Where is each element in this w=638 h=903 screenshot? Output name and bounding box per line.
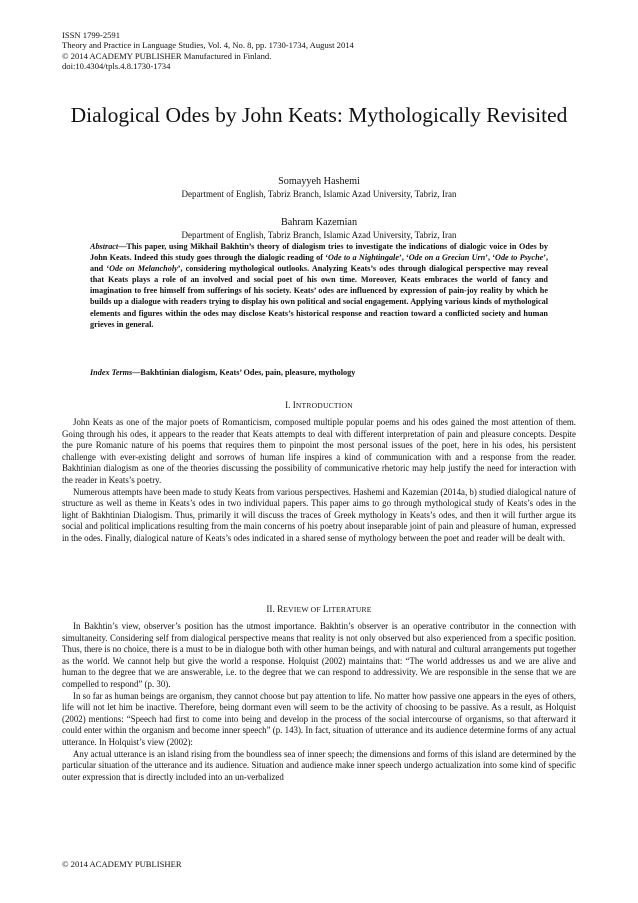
- abstract-lead: Abstract: [90, 242, 119, 251]
- index-terms-text: —Bakhtinian dialogism, Keats’ Odes, pain, pleasure, mythology: [132, 368, 356, 377]
- paragraph: In so far as human beings are organism, they cannot choose but pay attention to life. No matter how passive one appears in the eyes of others, life will not let him be inactive. Therefore, being dormant even will seem to be the activity of choosing to be passive. As a result, as Holquist (2002) mentions: “Speech had first to come into being and develop in the process of the social intercourse of organisms, so that afterward it could enter within the organism and become inner speech” (p. 143). In fact, situation of utterance and its audience determine forms of any actual utterance. In Holquist’s view (2002):: [62, 690, 576, 747]
- author-1: [40, 175, 598, 200]
- author-name: Somayyeh Hashemi: [278, 176, 360, 187]
- abstract-punct: ’, ‘: [485, 253, 496, 263]
- ode-title: Ode to a Nightingale: [327, 253, 399, 263]
- abstract-punct: ’, ‘: [398, 253, 409, 263]
- paper-title: Dialogical Odes by John Keats: Mythologically Revisited: [70, 103, 568, 127]
- review-body: [62, 621, 576, 783]
- abstract-text: —This paper, using Mikhail Bakhtin’s theory of dialogism tries to investigate the indications of dialogic voice in Odes by John Keats. Indeed this study goes through the dialogic reading of ‘: [90, 242, 548, 263]
- issn: ISSN 1799-2591: [62, 30, 121, 40]
- section-initial: L: [322, 604, 329, 614]
- author-2: [40, 216, 598, 241]
- section-title: ITERATURE: [328, 605, 372, 614]
- introduction-body: [62, 417, 576, 545]
- ode-title: Ode on Melancholy: [109, 264, 178, 274]
- index-terms-lead: Index Terms: [90, 368, 133, 377]
- journal-header: [62, 30, 354, 71]
- journal-citation: Theory and Practice in Language Studies, Vol. 4, No. 8, pp. 1730-1734, August 2014: [62, 40, 354, 51]
- section-initial: R: [277, 604, 284, 614]
- page-footer: © 2014 ACADEMY PUBLISHER: [62, 859, 182, 869]
- abstract-text: ’, considering mythological outlooks. Analyzing Keats’s odes through dialogical perspective may reveal that Keats plays a role of an involved and social poet of his own time. Moreover, Keats embraces the world of fancy and imagination to free himself from sufferings of his society. Keats’ odes are influenced by expression of pain-joy reality by which he builds up a dialogue with readers trying to display his own political and social engagement. Applying various kinds of mythological elements and figures within the odes may disclose Keats’s historical response and reaction toward a conflicted society and human grieves in general.: [90, 264, 548, 329]
- section-initial: I: [292, 400, 296, 410]
- doi: doi:10.4304/tpls.4.8.1730-1734: [62, 60, 171, 71]
- paragraph: Any actual utterance is an island rising from the boundless sea of inner speech; the dimensions and forms of this island are determined by the particular situation of the utterance and its audience. Situation and audience make inner speech undergo actualization into some kind of specific outer expression that is directly included into an un-verbalized: [62, 748, 576, 782]
- section-heading-review: [40, 604, 598, 615]
- paragraph: In Bakhtin’s view, observer’s position has the utmost importance. Bakhtin’s observer is an operative contributor in the connection with simultaneity. Considering self from dialogical perspective means that reality is not only observed but also experienced from a specific position. Thus, there is no choice, there is a must to be in dialogue both with other human beings, and with natural and cultural arrangements put together as the world. We cannot help but give the world a response. Holquist (2002) maintains that: “The world addresses us and we are alive and human to the degree that we are answerable, i.e. to the degree that we can respond to addressivity. We are responsible in the sense that we are compelled to respond” (p. 30).: [62, 621, 576, 689]
- author-affiliation: Department of English, Tabriz Branch, Islamic Azad University, Tabriz, Iran: [181, 189, 457, 199]
- ode-title: Ode to Psyche: [495, 253, 544, 263]
- ode-title: Ode on a Grecian Urn: [408, 253, 486, 263]
- paragraph: Numerous attempts have been made to study Keats from various perspectives. Hashemi and Kazemian (2014a, b) studied dialogical nature of structure as well as theme in Keats’s odes in two individual papers. This paper aims to go through mythological study of Keats’s odes in the light of Bakhtinian Dialogism. Thus, primarily it will discuss the traces of Greek mythology in Keats’s odes, and then it will further argue its social and political implications resulting from the main concerns of his poetry about inseparable joint of pain and pleasure of human, expressed in the odes. Finally, dialogical nature of Keats’s odes indicated in a shared sense of mythology between the poet and reader will be dealt with.: [62, 486, 576, 543]
- abstract-punct: ’, and ‘: [90, 253, 549, 274]
- section-title: EVIEW OF: [283, 605, 323, 614]
- abstract: [90, 241, 548, 330]
- copyright-line: © 2014 ACADEMY PUBLISHER Manufactured in Finland.: [62, 50, 272, 61]
- index-terms: [90, 367, 548, 378]
- section-title: NTRODUCTION: [295, 401, 353, 410]
- section-number: II.: [266, 604, 278, 614]
- paragraph: John Keats as one of the major poets of Romanticism, composed multiple popular poems and his odes gained the most attention of them. Going through his odes, it appears to the reader that Keats attempts to deal with different interpretation of pain and pleasure concepts. Despite the pure Romanic nature of his poems that requires them to pinpoint the most personal issues of the poet, here in his odes, his persistent challenge with ever-existing delight and sorrows of human life inspires a kind of communication with and a response from the reader. Bakhtinian dialogism as one of the theories discussing the possibility of communicative rhetoric may help justify the need for interaction with the reader in Keats’s poetry.: [62, 417, 576, 485]
- section-heading-introduction: [40, 400, 598, 411]
- author-affiliation: Department of English, Tabriz Branch, Islamic Azad University, Tabriz, Iran: [181, 230, 457, 240]
- author-name: Bahram Kazemian: [280, 217, 358, 228]
- section-number: I.: [285, 400, 293, 410]
